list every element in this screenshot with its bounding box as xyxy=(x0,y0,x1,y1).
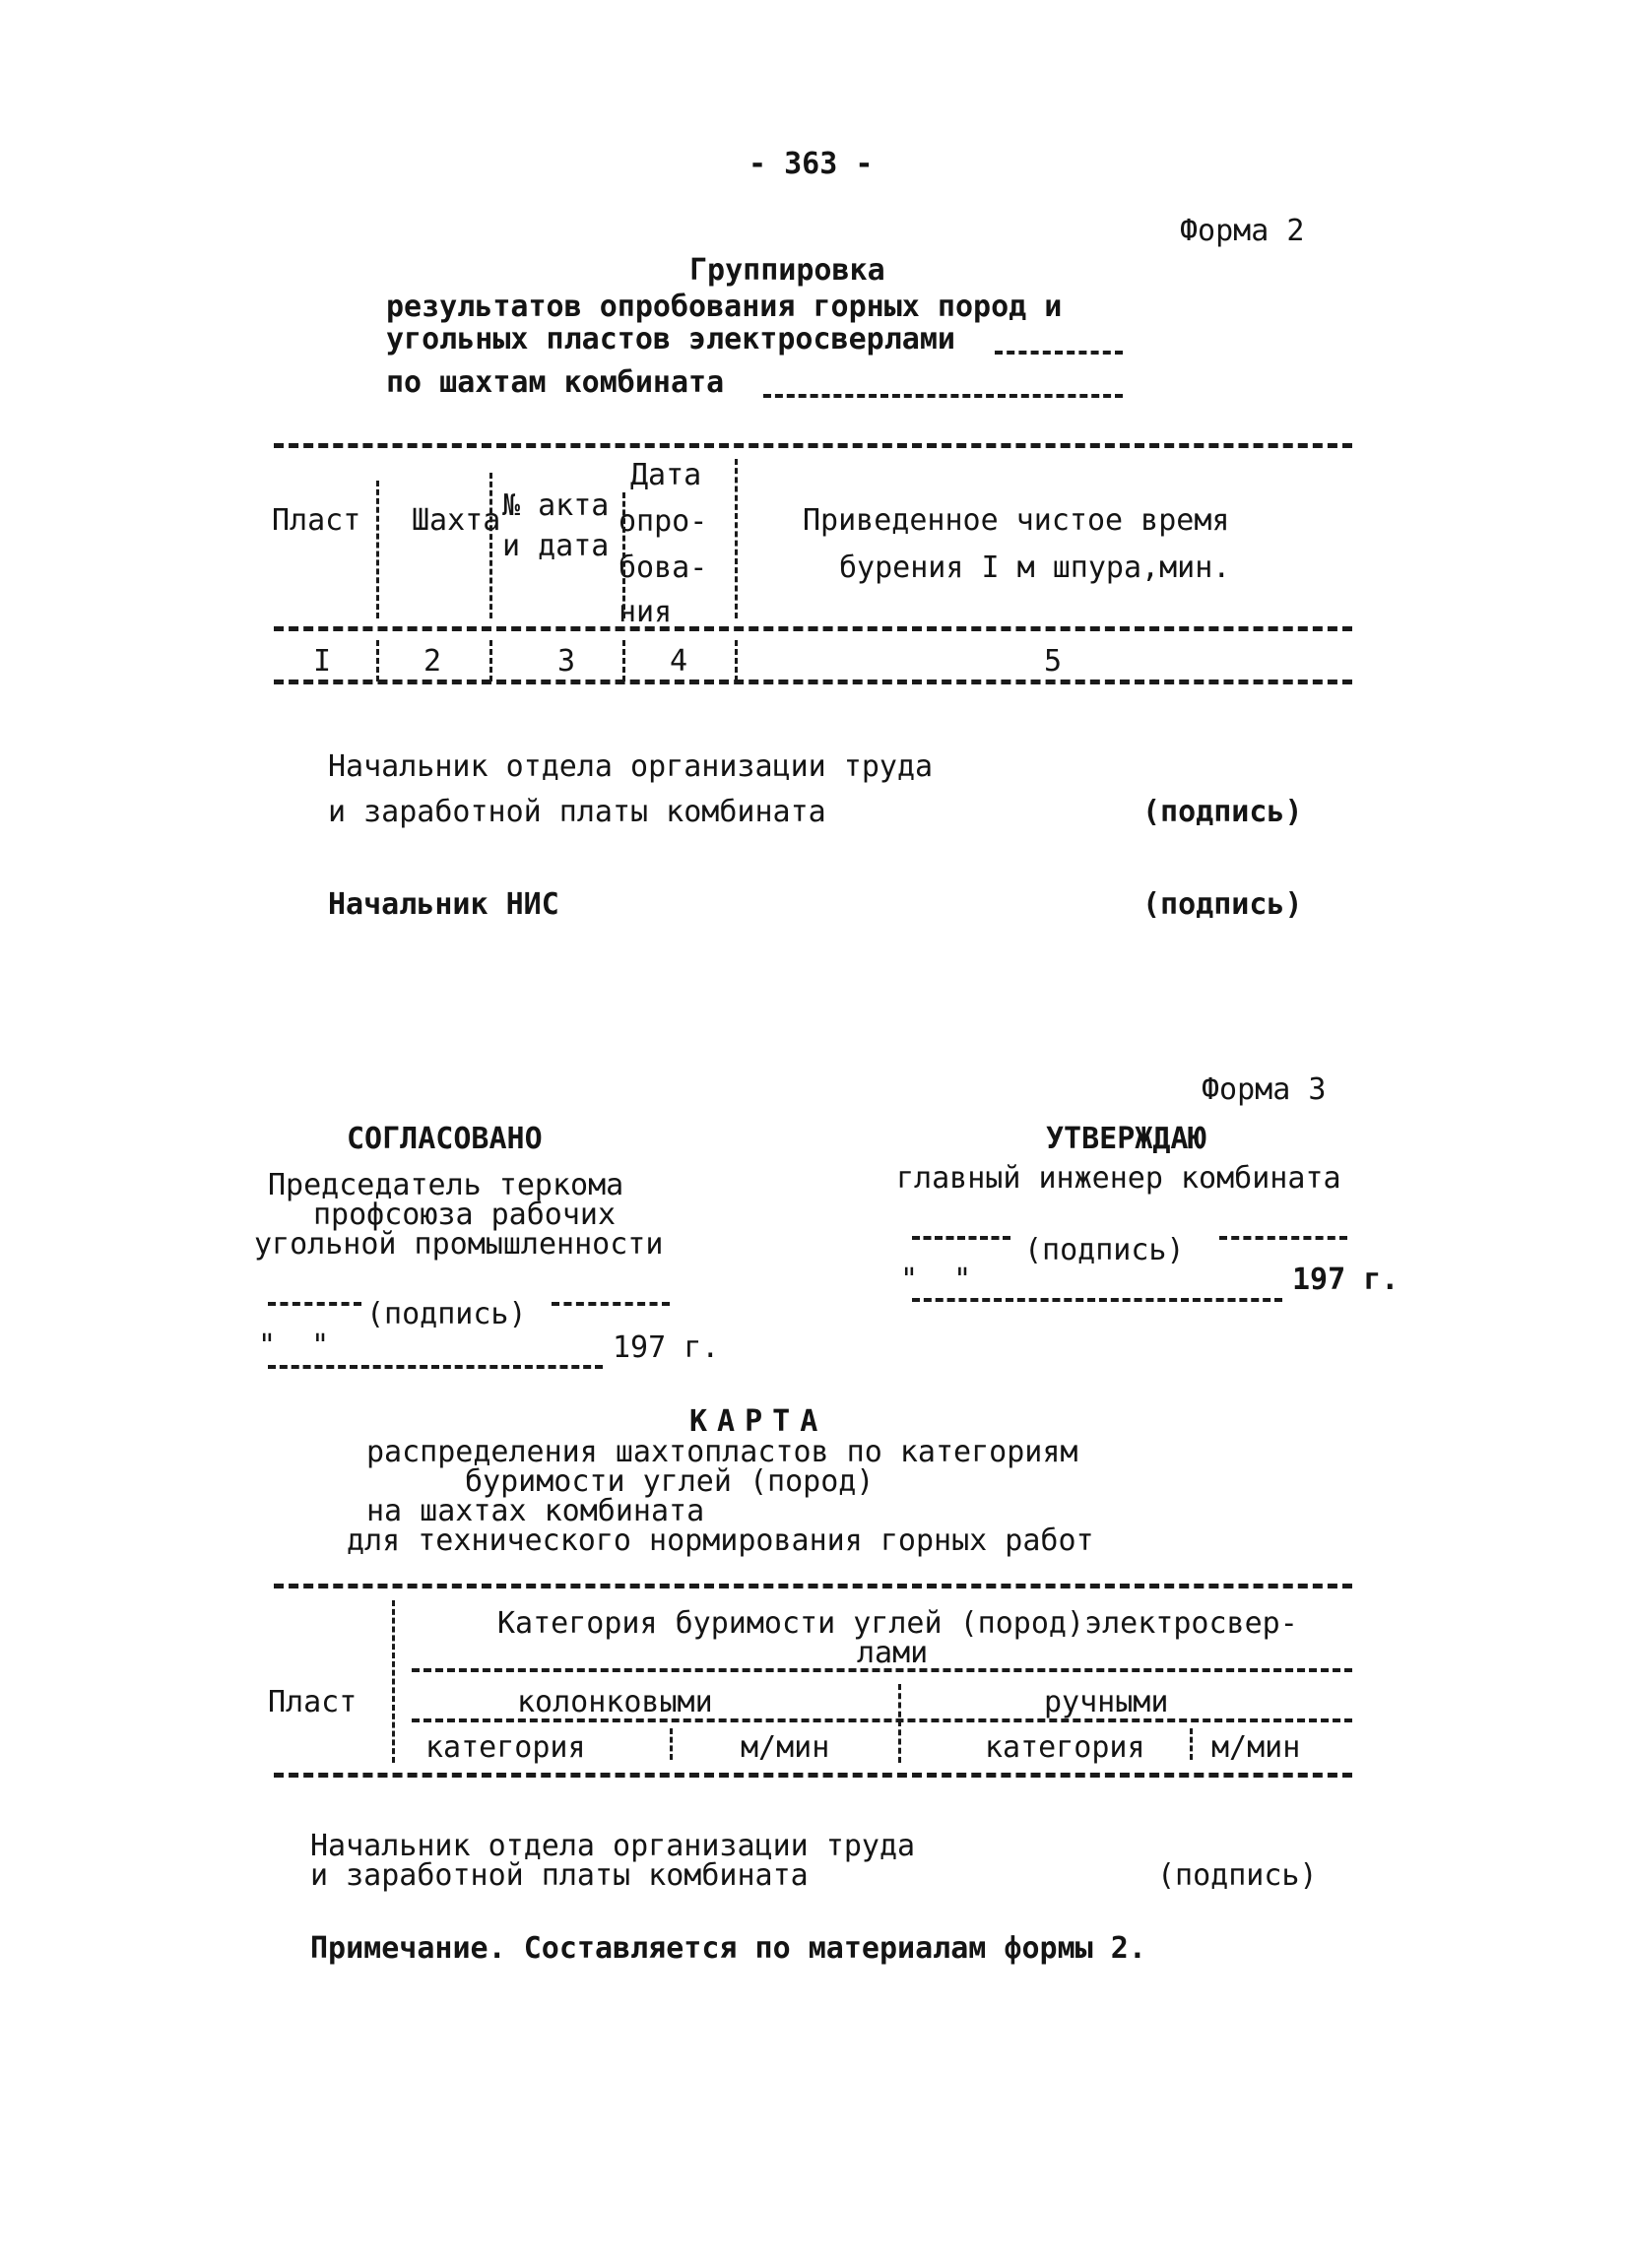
date-quote: " " xyxy=(900,1263,972,1297)
signatory-title: Начальник отдела организации труда xyxy=(328,749,934,784)
date-line xyxy=(268,1365,603,1369)
signatory-title-2: и заработной платы комбината xyxy=(310,1858,809,1893)
header-act-number: № акта xyxy=(502,488,610,523)
subheader-core: колонковыми xyxy=(517,1685,713,1719)
column-divider xyxy=(489,473,492,618)
signature-line xyxy=(552,1302,670,1306)
column-divider xyxy=(622,492,625,618)
column-divider xyxy=(392,1600,395,1763)
agreed-position: Председатель теркома xyxy=(268,1168,624,1202)
header-date-4: ния xyxy=(619,595,673,629)
column-divider xyxy=(489,640,492,681)
table-rule-header xyxy=(274,626,1352,631)
form-2-label: Форма 2 xyxy=(1180,214,1305,248)
table-cell: м/мин xyxy=(741,1730,830,1765)
category-group-header-2: лами xyxy=(857,1636,929,1670)
header-plast: Пласт xyxy=(272,503,361,538)
column-divider xyxy=(735,459,738,618)
header-date-3: бова- xyxy=(619,551,708,585)
map-subtitle-4: для технического нормирования горных работ xyxy=(347,1523,1094,1558)
header-plast: Пласт xyxy=(268,1685,358,1719)
form-3-label: Форма 3 xyxy=(1202,1072,1327,1107)
approved-heading: УТВЕРЖДАЮ xyxy=(1046,1122,1206,1156)
table-cell: категория xyxy=(985,1730,1145,1765)
signatory-title: Начальник НИС xyxy=(328,887,559,922)
column-number: 3 xyxy=(557,644,576,679)
map-subtitle-2: буримости углей (пород) xyxy=(465,1464,875,1499)
page-number: - 363 - xyxy=(749,147,874,181)
date-quote: " " xyxy=(258,1328,330,1363)
note: Примечание. Составляется по материалам формы 2. xyxy=(310,1931,1146,1966)
column-divider xyxy=(1190,1728,1193,1760)
approved-position: главный инженер комбината xyxy=(896,1161,1341,1196)
agreed-heading: СОГЛАСОВАНО xyxy=(347,1122,543,1156)
blank-line xyxy=(763,394,1123,398)
header-act-date: и дата xyxy=(502,529,610,563)
table-cell: м/мин xyxy=(1211,1730,1301,1765)
table-rule-bottom xyxy=(274,1773,1352,1778)
column-divider xyxy=(376,481,379,618)
signature-line xyxy=(1219,1236,1347,1240)
header-date-1: Дата xyxy=(630,458,702,492)
form-2-title-line2: результатов опробования горных пород и xyxy=(386,290,1063,324)
column-divider xyxy=(622,640,625,681)
table-cell: категория xyxy=(425,1730,586,1765)
map-title: КАРТА xyxy=(689,1404,828,1439)
year-label: 197 г. xyxy=(613,1330,720,1365)
column-number: 5 xyxy=(1044,644,1063,679)
column-divider xyxy=(670,1728,673,1760)
table-rule-top xyxy=(274,1584,1352,1588)
column-number: 2 xyxy=(423,644,442,679)
form-2-title-line4: по шахтам комбината xyxy=(386,365,725,400)
signatory-title: Начальник отдела организации труда xyxy=(310,1829,916,1863)
signature-line xyxy=(268,1302,361,1306)
column-divider xyxy=(735,640,738,681)
year-label: 197 г. xyxy=(1292,1263,1400,1297)
signature-placeholder: (подпись) xyxy=(1142,795,1303,829)
table-rule-sub xyxy=(412,1668,1352,1672)
form-2-title-line3: угольных пластов электросверлами xyxy=(386,322,955,356)
table-rule-top xyxy=(274,443,1352,448)
column-divider xyxy=(898,1684,901,1763)
table-rule-sub2 xyxy=(412,1718,1352,1722)
column-number: I xyxy=(313,644,332,679)
map-subtitle-3: на шахтах комбината xyxy=(366,1494,705,1528)
signature-placeholder: (подпись) xyxy=(1157,1858,1318,1893)
map-subtitle: распределения шахтопластов по категориям xyxy=(366,1435,1078,1469)
blank-line xyxy=(995,351,1123,355)
table-rule-bottom xyxy=(274,680,1352,684)
signature-placeholder: (подпись) xyxy=(1024,1233,1185,1267)
signature-line xyxy=(912,1236,1010,1240)
header-drilling-time: Приведенное чистое время xyxy=(803,503,1230,538)
form-2-title: Группировка xyxy=(689,253,885,288)
signature-placeholder: (подпись) xyxy=(1142,887,1303,922)
column-divider xyxy=(376,640,379,681)
subheader-hand: ручными xyxy=(1044,1685,1169,1719)
signatory-title: и заработной платы комбината xyxy=(328,795,826,829)
header-drilling-time-2: бурения I м шпура,мин. xyxy=(839,551,1231,585)
agreed-position-3: угольной промышленности xyxy=(254,1227,664,1262)
signature-placeholder: (подпись) xyxy=(366,1297,527,1331)
date-line xyxy=(912,1298,1282,1302)
header-shakhta: Шахта xyxy=(412,503,501,538)
column-number: 4 xyxy=(670,644,688,679)
header-date-2: опро- xyxy=(619,504,708,539)
agreed-position-2: профсоюза рабочих xyxy=(313,1198,617,1232)
category-group-header: Категория буримости углей (пород)электросвер- xyxy=(497,1606,1298,1641)
